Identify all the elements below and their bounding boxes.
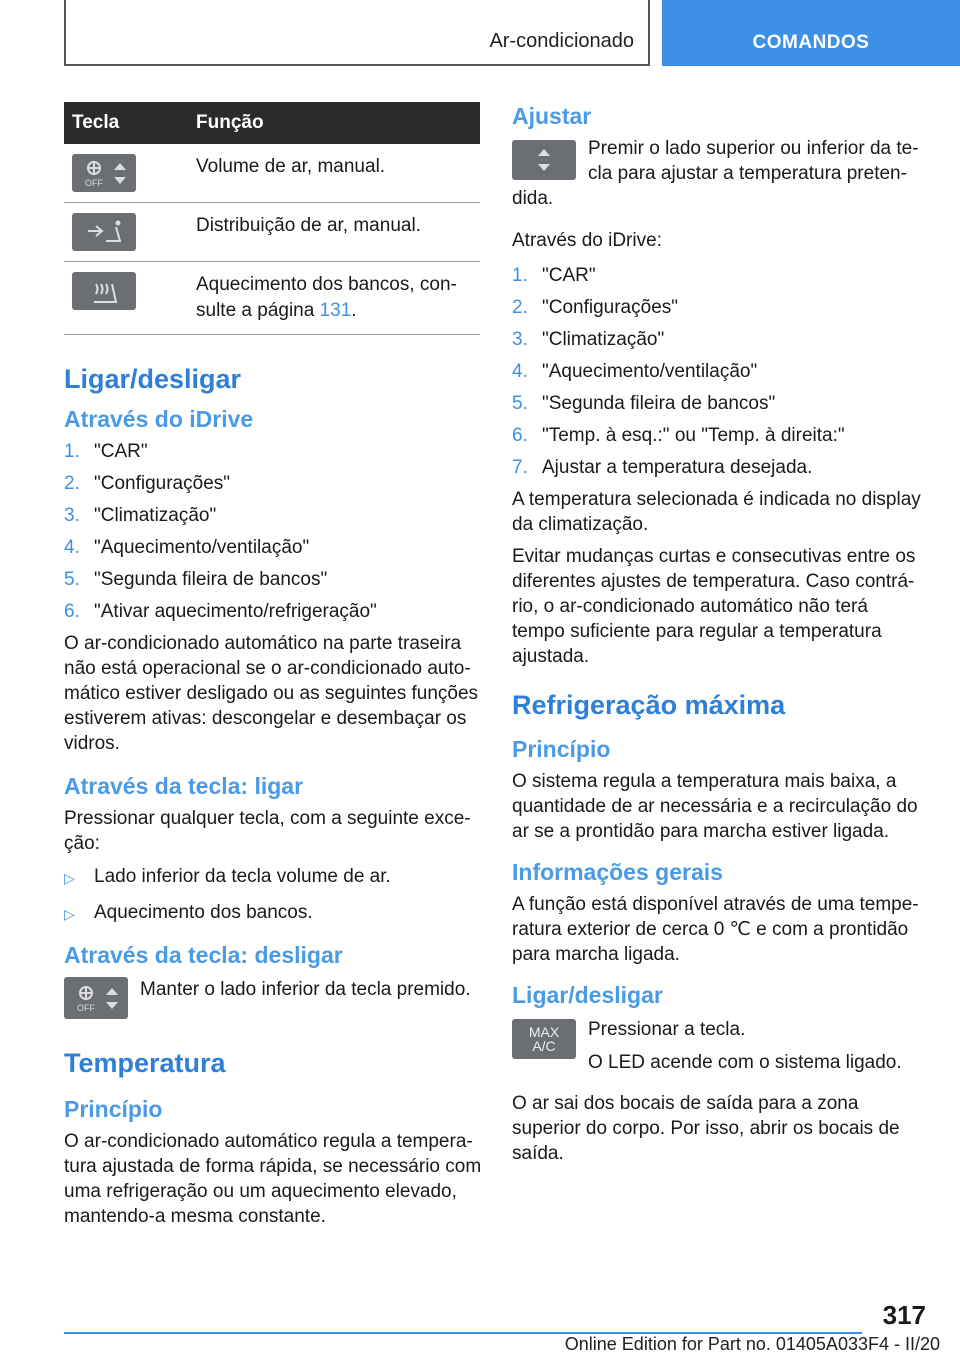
paragraph-indicada: A temperatura selecionada é indicada no display da climatização. (512, 489, 921, 535)
paragraph-idrive: Através do iDrive: (512, 230, 662, 251)
list-item: ▷ Aquecimento dos bancos. (64, 902, 313, 923)
table-row (64, 262, 480, 335)
table-header-key: Tecla (64, 102, 188, 144)
table-cell-function: Volume de ar, manual. (188, 144, 480, 203)
paragraph-evitar: Evitar mudanças curtas e consecutivas entre os diferentes ajustes de temperatura. Caso contrá-rio, o ar-condicionado automático não terá tempo suficiente para regular a temperatura ajustada. (512, 546, 916, 667)
heading-ligar-desligar-right: Ligar/desligar (512, 982, 663, 1008)
list-item: 1. "CAR" (64, 441, 148, 462)
list-item: 4. "Aquecimento/ventilação" (512, 361, 758, 382)
header-chapter-tab (662, 0, 960, 66)
air-distribution-key-icon (72, 213, 136, 251)
table-cell-suffix: . (351, 300, 357, 321)
table-cell-function (188, 262, 480, 335)
svg-text:OFF: OFF (85, 178, 103, 188)
heading-principio-right: Princípio (512, 736, 611, 762)
svg-text:OFF: OFF (77, 1003, 95, 1013)
paragraph-auto-off: O ar-condicionado automático na parte traseira não está operacional se o ar-condicionado auto-mático estiver desligado ou as seguintes funções estiverem ativas: descongelar e desembaçar os vidros. (64, 633, 479, 754)
heading-atraves-idrive: Através do iDrive (64, 406, 254, 432)
seat-heating-key-icon (72, 272, 136, 310)
paragraph-sistema: O sistema regula a temperatura mais baixa, a quantidade de ar necessária e a recirculação do ar se a prontidão para marcha estiver ligada. (512, 771, 918, 842)
paragraph-manter: Manter o lado inferior da tecla premido. (140, 979, 471, 1000)
list-item: 2. "Configurações" (512, 297, 679, 318)
header-section-box (64, 0, 650, 66)
page-link[interactable]: 131 (319, 300, 352, 321)
paragraph-premir: Premir o lado superior ou inferior da te-cla para ajustar a temperatura preten-dida. (512, 138, 919, 209)
table-header-function: Função (188, 102, 480, 144)
fan-key-block (64, 977, 482, 1019)
steps-list-b (512, 263, 924, 480)
steps-list-a (64, 439, 482, 624)
heading-principio: Princípio (64, 1096, 163, 1122)
paragraph-principio: O ar-condicionado automático regula a tempera-tura ajustada de forma rápida, se necessário com uma refrigeração ou um aquecimento elevado, mantendo-a mesma constante. (64, 1131, 482, 1227)
list-item: 7. Ajustar a temperatura desejada. (512, 457, 813, 478)
heading-temperatura: Temperatura (64, 1048, 226, 1078)
heading-tecla-ligar: Através da tecla: ligar (64, 773, 304, 799)
heading-tecla-desligar: Através da tecla: desligar (64, 942, 343, 968)
list-item: 3. "Climatização" (512, 329, 665, 350)
fan-off-updown-key-icon (72, 154, 136, 192)
table-row (64, 144, 480, 203)
list-item: 6. "Temp. à esq.:" ou "Temp. à direita:" (512, 425, 845, 446)
heading-ligar-desligar: Ligar/desligar (64, 364, 242, 394)
left-column (64, 102, 482, 1236)
max-ac-key-icon (512, 1019, 576, 1059)
fan-off-updown-key-icon (64, 977, 128, 1019)
table-row (64, 203, 480, 262)
list-item: 5. "Segunda fileira de bancos" (64, 569, 328, 590)
paragraph-ar-sai: O ar sai dos bocais de saída para a zona superior do corpo. Por isso, abrir os bocais de saída. (512, 1093, 900, 1164)
table-cell-text: Aquecimento dos bancos, con-sulte a página (196, 274, 457, 321)
paragraph-led: O LED acende com o sistema ligado. (588, 1052, 902, 1073)
paragraph-pressionar: Pressionar qualquer tecla, com a seguinte exce-ção: (64, 808, 471, 854)
paragraph-press-tecla: Pressionar a tecla. (588, 1019, 746, 1040)
max-ac-key-label: MAX A/C (528, 1024, 560, 1054)
right-column (512, 102, 924, 1173)
key-function-table (64, 102, 480, 335)
temp-updown-key-icon (512, 140, 576, 180)
bullet-list (64, 864, 482, 927)
page-number: 317 (882, 1300, 926, 1330)
list-item: 3. "Climatização" (64, 505, 217, 526)
list-item: 4. "Aquecimento/ventilação" (64, 537, 310, 558)
header-section-title: Ar-condicionado (489, 30, 634, 52)
table-cell-function: Distribuição de ar, manual. (188, 203, 480, 262)
paragraph-funcao: A função está disponível através de uma tempe-ratura exterior de cerca 0 ℃ e com a prontidão para marcha ligada. (512, 894, 919, 965)
heading-ajustar: Ajustar (512, 103, 592, 129)
heading-informacoes-gerais: Informações gerais (512, 859, 723, 885)
list-item: 6. "Ativar aquecimento/refrigeração" (64, 601, 377, 622)
list-item: ▷ Lado inferior da tecla volume de ar. (64, 866, 391, 887)
header-chapter-title: COMANDOS (752, 32, 870, 53)
list-item: 1. "CAR" (512, 265, 596, 286)
max-ac-key-block (512, 1017, 924, 1083)
footer-edition: Online Edition for Part no. 01405A033F4 - II/20 (564, 1334, 940, 1354)
list-item: 2. "Configurações" (64, 473, 231, 494)
list-item: 5. "Segunda fileira de bancos" (512, 393, 776, 414)
heading-refrigeracao-maxima: Refrigeração máxima (512, 690, 786, 720)
